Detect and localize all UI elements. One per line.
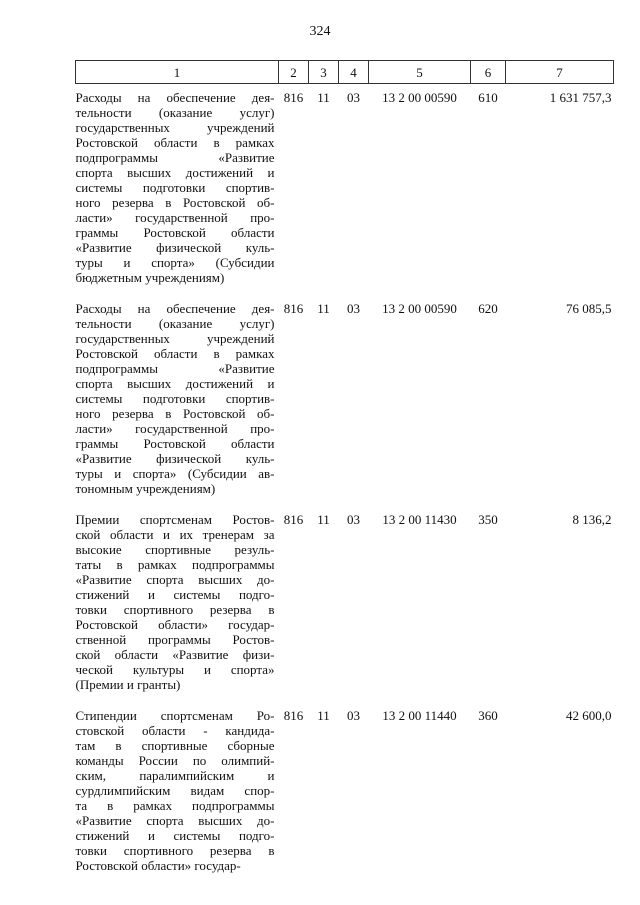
description-line: спорта высших достижений и — [75, 165, 275, 180]
description-line: сурдлимпийским видам спор- — [75, 783, 275, 798]
section-code: 11 — [317, 301, 330, 316]
description-line: «Развитие физической куль- — [75, 240, 275, 255]
table-header — [76, 61, 614, 84]
description-line: Ростовской области в рамках — [75, 135, 275, 150]
subsection-code: 03 — [347, 708, 360, 723]
target-article-code: 13 2 00 11440 — [382, 708, 457, 723]
description-line: подпрограммы «Развитие — [75, 361, 275, 376]
ministry-code: 816 — [283, 301, 304, 316]
column-header-5: 5 — [369, 61, 471, 84]
description-line: Премии спортсменам Ростов- — [75, 512, 275, 527]
table-row — [76, 512, 614, 708]
description-line: ного резерва в Ростовской об- — [75, 406, 275, 421]
description-line: там в спортивные сборные — [75, 738, 275, 753]
subsection-code: 03 — [347, 90, 360, 105]
description-line: тельности (оказание услуг) — [75, 105, 275, 120]
column-header-7: 7 — [506, 61, 614, 84]
description-line: системы подготовки спортив- — [75, 180, 275, 195]
amount-value: 1 631 757,3 — [549, 90, 612, 105]
description-line: государственных учреждений — [75, 331, 275, 346]
amount-value: 76 085,5 — [566, 301, 612, 316]
header-row — [76, 61, 614, 84]
description-line: Стипендии спортсменам Ро- — [75, 708, 275, 723]
description-line: Ростовской области в рамках — [75, 346, 275, 361]
column-header-1: 1 — [76, 61, 279, 84]
description-line: «Развитие спорта высших до- — [75, 572, 275, 587]
section-code: 11 — [317, 90, 330, 105]
column-header-6: 6 — [471, 61, 506, 84]
description-line: товки спортивного резерва в — [75, 843, 275, 858]
description-line: системы подготовки спортив- — [75, 391, 275, 406]
description-line: стижений и системы подго- — [75, 587, 275, 602]
description-line: та в рамках подпрограммы — [75, 798, 275, 813]
description-line: государственных учреждений — [75, 120, 275, 135]
description-line: ской области и их тренерам за — [75, 527, 275, 542]
subsection-code: 03 — [347, 512, 360, 527]
table-row — [76, 301, 614, 512]
description-line: Ростовской области» государ- — [75, 617, 275, 632]
description-line: бюджетным учреждениям) — [75, 270, 225, 285]
row-description — [76, 84, 279, 302]
description-line: тельности (оказание услуг) — [75, 316, 275, 331]
table-body — [76, 84, 614, 890]
expense-type-code: 350 — [478, 512, 498, 527]
section-code: 11 — [317, 708, 330, 723]
description-line: ской области «Развитие физи- — [75, 647, 275, 662]
expense-type-code: 620 — [478, 301, 498, 316]
description-line: высокие спортивные резуль- — [75, 542, 275, 557]
target-article-code: 13 2 00 00590 — [382, 301, 457, 316]
description-line: «Развитие спорта высших до- — [75, 813, 275, 828]
expense-type-code: 360 — [478, 708, 498, 723]
ministry-code: 816 — [283, 512, 304, 527]
page-number: 324 — [309, 24, 331, 39]
description-line: туры и спорта» (Субсидии — [75, 255, 275, 270]
description-line: ческой культуры и спорта» — [75, 662, 275, 677]
description-line: таты в рамках подпрограммы — [75, 557, 275, 572]
amount-value: 42 600,0 — [566, 708, 612, 723]
table-row — [76, 84, 614, 302]
row-description — [76, 708, 279, 889]
ministry-code: 816 — [283, 708, 304, 723]
subsection-code: 03 — [347, 301, 360, 316]
description-line: спорта высших достижений и — [75, 376, 275, 391]
amount-value: 8 136,2 — [572, 512, 612, 527]
row-description — [76, 512, 279, 708]
description-line: товки спортивного резерва в — [75, 602, 275, 617]
target-article-code: 13 2 00 11430 — [382, 512, 457, 527]
description-line: ским, паралимпийским и — [75, 768, 275, 783]
column-header-4: 4 — [339, 61, 369, 84]
description-line: Расходы на обеспечение дея- — [75, 90, 275, 105]
description-line: туры и спорта» (Субсидии ав- — [75, 466, 275, 481]
description-line: подпрограммы «Развитие — [75, 150, 275, 165]
description-line: Расходы на обеспечение дея- — [75, 301, 275, 316]
column-header-2: 2 — [279, 61, 309, 84]
target-article-code: 13 2 00 00590 — [382, 90, 457, 105]
column-header-3: 3 — [309, 61, 339, 84]
description-line: Ростовской области» государ- — [75, 858, 241, 873]
description-line: команды России по олимпий- — [75, 753, 275, 768]
description-line: «Развитие физической куль- — [75, 451, 275, 466]
description-line: тономным учреждениям) — [75, 481, 216, 496]
row-description — [76, 301, 279, 512]
table-row — [76, 708, 614, 889]
description-line: ного резерва в Ростовской об- — [75, 195, 275, 210]
ministry-code: 816 — [283, 90, 304, 105]
description-line: ласти» государственной про- — [75, 210, 275, 225]
description-line: ственной программы Ростов- — [75, 632, 275, 647]
description-line: граммы Ростовской области — [75, 436, 275, 451]
description-line: стовской области - кандида- — [75, 723, 275, 738]
description-line: ласти» государственной про- — [75, 421, 275, 436]
description-line: граммы Ростовской области — [75, 225, 275, 240]
description-line: (Премии и гранты) — [75, 677, 181, 692]
expense-type-code: 610 — [478, 90, 498, 105]
description-line: стижений и системы подго- — [75, 828, 275, 843]
section-code: 11 — [317, 512, 330, 527]
budget-table — [75, 60, 614, 889]
